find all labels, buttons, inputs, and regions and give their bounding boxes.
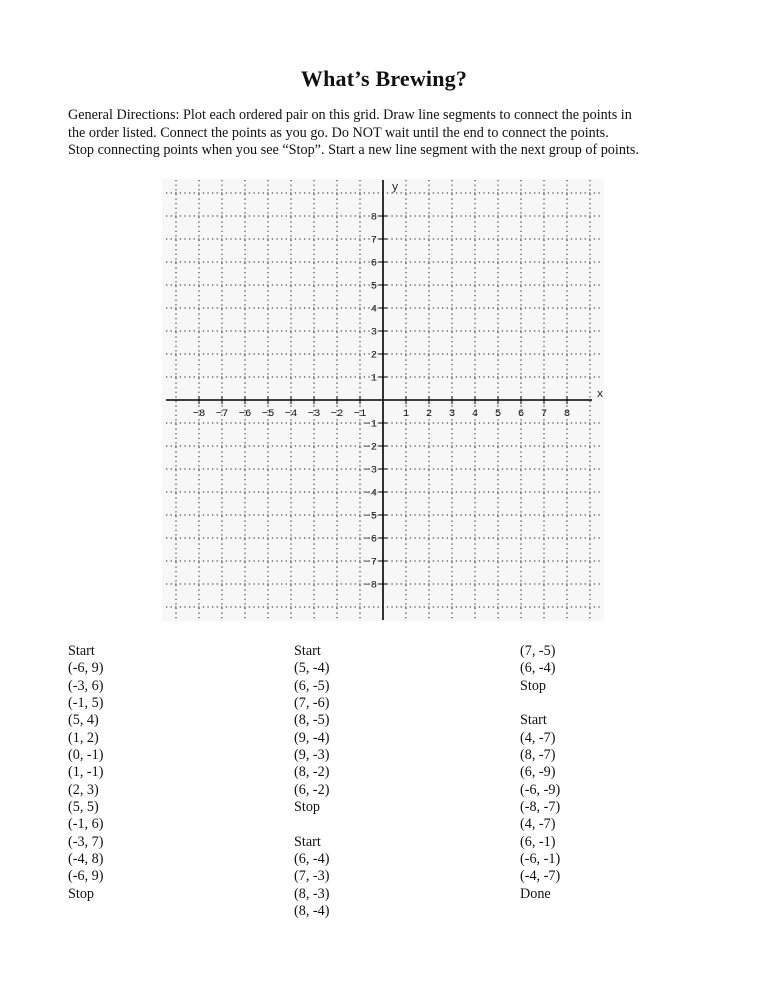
y-tick-label: 1 <box>370 372 377 385</box>
x-tick-label: 3 <box>448 408 456 420</box>
list-item: (-4, 8) <box>68 851 104 868</box>
list-item: (7, -3) <box>294 868 330 885</box>
list-item: (6, -9) <box>520 764 556 781</box>
list-item: (8, -3) <box>294 885 330 902</box>
list-item: (8, -5) <box>294 712 330 729</box>
y-tick-label: 5 <box>370 280 377 293</box>
list-item <box>520 695 560 712</box>
list-item: (-3, 7) <box>68 833 104 850</box>
list-item: Start <box>294 643 321 659</box>
directions-line: General Directions: Plot each ordered pair on this grid. Draw line segments to connect the points in <box>68 107 632 123</box>
x-tick-label: 4 <box>471 408 479 420</box>
x-tick-label: −2 <box>330 408 344 420</box>
directions-line: the order listed. Connect the points as you go. Do NOT wait until the end to connect the points. <box>68 124 609 141</box>
list-item: (5, -4) <box>294 660 330 677</box>
x-tick-label: −7 <box>215 408 229 420</box>
y-tick-label: −6 <box>364 533 377 546</box>
list-item: (2, 3) <box>68 781 99 798</box>
list-item: (-1, 5) <box>68 695 104 712</box>
x-tick-label: −1 <box>353 408 367 420</box>
list-item: (-6, -9) <box>520 781 561 798</box>
list-item: (4, -7) <box>520 729 556 746</box>
list-item: (7, -6) <box>294 695 330 712</box>
list-item: Stop <box>68 885 95 902</box>
y-tick-label: 3 <box>370 326 377 339</box>
y-tick-label: 8 <box>370 211 377 224</box>
list-item: (6, -2) <box>294 781 330 798</box>
list-item: (1, 2) <box>68 729 99 746</box>
y-tick-label: 7 <box>370 234 377 247</box>
point-list-column-2 <box>294 643 329 921</box>
x-axis-label: x <box>596 389 604 401</box>
y-tick-label: −3 <box>364 464 377 477</box>
list-item: (0, -1) <box>68 747 104 764</box>
x-tick-label: 7 <box>540 408 548 420</box>
list-item: Stop <box>294 799 321 816</box>
list-item: (8, -7) <box>520 747 556 764</box>
list-item: (-4, -7) <box>520 868 561 885</box>
list-item: (9, -3) <box>294 747 330 764</box>
directions-line: Stop connecting points when you see “Stop”. Start a new line segment with the next group of points. <box>68 142 639 158</box>
list-item: (1, -1) <box>68 764 104 781</box>
y-tick-label: 6 <box>370 257 377 270</box>
y-tick-label: −7 <box>364 556 377 569</box>
x-tick-label: 1 <box>402 408 410 420</box>
y-tick-label: 4 <box>370 303 377 316</box>
point-list-column-3 <box>520 643 560 903</box>
y-tick-label: −5 <box>364 510 377 523</box>
y-tick-label: −8 <box>364 579 377 592</box>
list-item: Start <box>68 643 95 659</box>
list-item: Done <box>520 885 551 902</box>
y-tick-label: 2 <box>370 349 377 362</box>
page-title: What’s Brewing? <box>300 66 468 91</box>
list-item: (9, -4) <box>294 729 330 746</box>
x-tick-label: 2 <box>425 408 433 420</box>
list-item: (-6, 9) <box>68 660 104 677</box>
list-item: (6, -4) <box>294 851 330 868</box>
list-item: Start <box>294 833 321 850</box>
x-tick-label: −3 <box>307 408 321 420</box>
y-tick-label: −2 <box>364 441 377 454</box>
x-tick-label: 5 <box>494 408 502 420</box>
list-item: (-6, 9) <box>68 868 104 885</box>
list-item: (8, -2) <box>294 764 330 781</box>
list-item: Start <box>520 712 547 729</box>
x-tick-label: 6 <box>517 408 525 420</box>
x-tick-label: −6 <box>238 408 252 420</box>
list-item: (6, -4) <box>520 660 556 677</box>
list-item: (6, -1) <box>520 833 556 850</box>
list-item: Stop <box>520 677 547 694</box>
list-item: (-8, -7) <box>520 799 561 816</box>
x-tick-label: 8 <box>563 408 571 420</box>
list-item <box>294 816 329 833</box>
list-item: (-1, 6) <box>68 816 104 833</box>
list-item: (5, 4) <box>68 712 99 729</box>
list-item: (-6, -1) <box>520 851 561 868</box>
list-item: (7, -5) <box>520 643 556 659</box>
list-item: (8, -4) <box>294 903 330 920</box>
x-tick-label: −4 <box>284 408 298 420</box>
x-tick-label: −8 <box>192 408 206 420</box>
list-item: (5, 5) <box>68 799 99 816</box>
point-list-column-1 <box>68 643 103 903</box>
x-tick-label: −5 <box>261 408 275 420</box>
y-axis-label: y <box>391 182 399 194</box>
list-item: (4, -7) <box>520 816 556 833</box>
list-item: (-3, 6) <box>68 677 104 694</box>
list-item: (6, -5) <box>294 677 330 694</box>
y-tick-label: −1 <box>364 418 377 431</box>
y-tick-label: −4 <box>364 487 377 500</box>
